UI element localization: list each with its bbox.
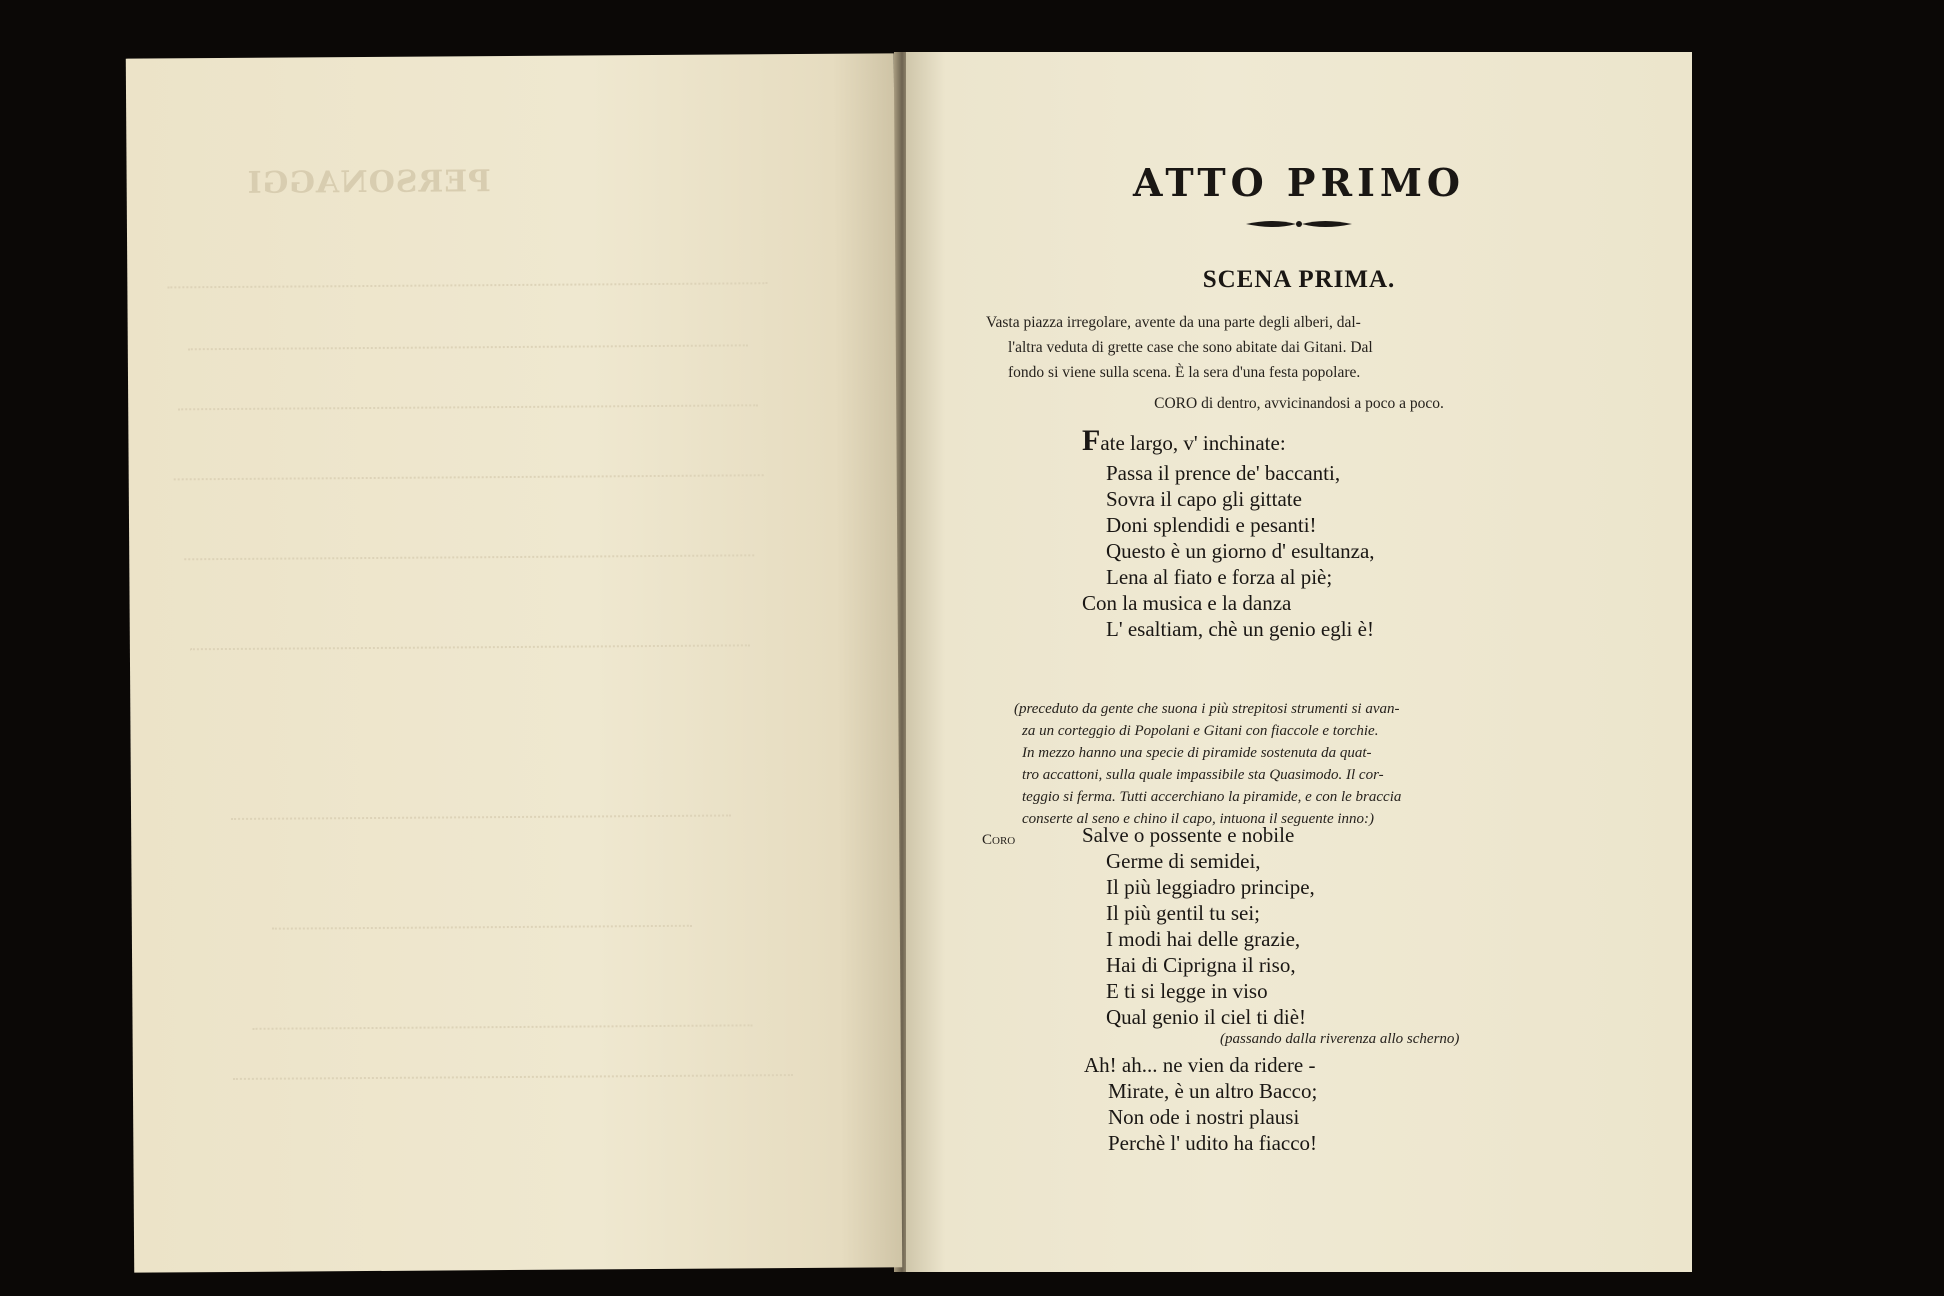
stage-line: za un corteggio di Popolani e Gitani con fiaccole e torchie. xyxy=(1022,723,1379,739)
verse-block-3 xyxy=(1084,1052,1317,1156)
stage-line: (preceduto da gente che suona i più strepitosi strumenti si avan- xyxy=(1014,701,1400,717)
verse-line: Ah! ah... ne vien da ridere - xyxy=(1084,1053,1316,1077)
stage-direction xyxy=(1014,698,1614,830)
left-page xyxy=(126,53,902,1272)
verse-line: Mirate, è un altro Bacco; xyxy=(1108,1079,1318,1103)
verse-line: Con la musica e la danza xyxy=(1082,591,1292,615)
speaker-label: Coro xyxy=(982,832,1016,848)
bleed-through-text xyxy=(231,814,731,831)
stage-line: tro accattoni, sulla quale impassibile sta Quasimodo. Il cor- xyxy=(1022,767,1384,783)
verse-line: Il più gentil tu sei; xyxy=(1106,901,1260,925)
verse-line: Qual genio il ciel ti diè! xyxy=(1106,1005,1307,1029)
bleed-through-text xyxy=(188,344,748,362)
verse-line: Hai di Ciprigna il riso, xyxy=(1106,953,1296,977)
bleed-through-text xyxy=(272,925,692,942)
verse-line: Perchè l' udito ha fiacco! xyxy=(1108,1131,1318,1155)
description-line: Vasta piazza irregolare, avente da una parte degli alberi, dal- xyxy=(986,314,1361,331)
verse-first-line xyxy=(1082,424,1286,457)
verse-line: ate largo, v' inchinate: xyxy=(1100,431,1286,455)
verse-line: Germe di semidei, xyxy=(1106,849,1261,873)
stage-line: In mezzo hanno una specie di piramide sostenuta da quat- xyxy=(1022,745,1372,761)
verse-line: Salve o possente e nobile xyxy=(1082,823,1295,847)
bleed-through-text xyxy=(233,1074,793,1092)
bleed-through-text xyxy=(184,554,754,572)
verse-line: I modi hai delle grazie, xyxy=(1106,927,1301,951)
verse-line: Doni splendidi e pesanti! xyxy=(1106,513,1317,537)
stage-line: teggio si ferma. Tutti accerchiano la piramide, e con le braccia xyxy=(1022,789,1402,805)
verse-line: Il più leggiadro principe, xyxy=(1106,875,1315,899)
stage-line: conserte al seno e chino il capo, intuona il seguente inno:) xyxy=(1022,811,1375,827)
drop-cap: F xyxy=(1082,424,1101,457)
scene-title: SCENA PRIMA. xyxy=(1202,266,1396,293)
description-line: fondo si viene sulla scena. È la sera d'una festa popolare. xyxy=(1008,364,1361,381)
description-line: l'altra veduta di grette case che sono abitate dai Gitani. Dal xyxy=(1008,339,1373,356)
act-title: ATTO PRIMO xyxy=(1132,160,1466,205)
bleed-through-text xyxy=(174,474,764,492)
bleed-through-title: PERSONAGGI xyxy=(246,164,491,201)
bleed-through-text xyxy=(178,404,758,422)
bleed-through-text xyxy=(167,282,767,300)
right-page xyxy=(906,52,1692,1272)
verse-line: Sovra il capo gli gittate xyxy=(1106,487,1302,511)
verse-line: E ti si legge in viso xyxy=(1106,979,1268,1003)
verse-line: L' esaltiam, chè un genio egli è! xyxy=(1106,617,1374,641)
verse-block-2 xyxy=(1082,822,1315,1030)
chorus-intro: CORO di dentro, avvicinandosi a poco a poco. xyxy=(1154,395,1444,412)
stage-direction: (passando dalla riverenza allo scherno) xyxy=(1220,1031,1460,1047)
ornament-divider xyxy=(906,216,1692,236)
verse-line: Questo è un giorno d' esultanza, xyxy=(1106,539,1375,563)
verse-line: Passa il prence de' baccanti, xyxy=(1106,461,1341,485)
verse-block-1 xyxy=(1082,460,1375,642)
verse-line: Non ode i nostri plausi xyxy=(1108,1105,1300,1129)
bleed-through-text xyxy=(253,1024,753,1041)
verse-line: Lena al fiato e forza al piè; xyxy=(1106,565,1333,589)
bleed-through-text xyxy=(190,644,750,662)
scene-description xyxy=(986,310,1626,385)
